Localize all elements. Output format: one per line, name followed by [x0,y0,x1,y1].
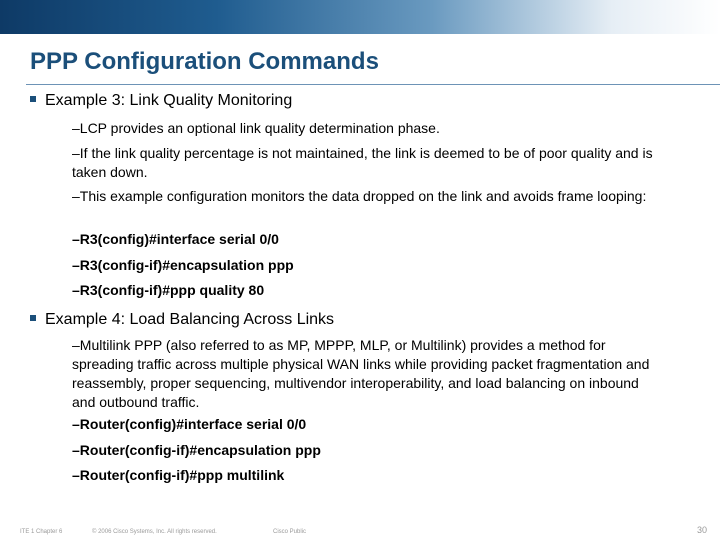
square-bullet-icon [30,96,36,102]
footer-classification: Cisco Public [273,529,307,535]
slide-title: PPP Configuration Commands [30,48,379,75]
list-item: –LCP provides an optional link quality determination phase. [72,120,440,136]
command-line: –Router(config-if)#encapsulation ppp [72,442,321,458]
square-bullet-icon [30,315,36,321]
page-number: 30 [696,525,707,535]
command-line: –R3(config)#interface serial 0/0 [72,231,279,247]
section-heading-text: Example 4: Load Balancing Across Links [45,311,335,328]
command-line: –Router(config-if)#ppp multilink [72,467,285,483]
list-item: –If the link quality percentage is not maintained, the link is deemed to be of poor quality and is taken down. [72,145,653,180]
section-heading-example-4 [30,310,690,330]
command-line: –R3(config-if)#ppp quality 80 [72,282,265,298]
command-line: –Router(config)#interface serial 0/0 [72,416,307,432]
section-heading-text: Example 3: Link Quality Monitoring [45,92,293,109]
command-line: –R3(config-if)#encapsulation ppp [72,257,294,273]
list-item: –This example configuration monitors the data dropped on the link and avoids frame looping: [72,188,647,204]
list-item: –Multilink PPP (also referred to as MP, MPPP, MLP, or Multilink) provides a method for spreading traffic across multiple physical WAN links while providing packet fragmentation and reassembly, proper sequencing, multivendor interoperability, and load balancing on inbound and outbound traffic. [72,337,650,410]
footer-course: ITE 1 Chapter 6 [20,529,63,535]
footer-copyright: © 2006 Cisco Systems, Inc. All rights reserved. [92,529,217,535]
header-band [0,0,720,34]
title-divider [26,84,720,85]
section-heading-example-3 [30,91,690,111]
